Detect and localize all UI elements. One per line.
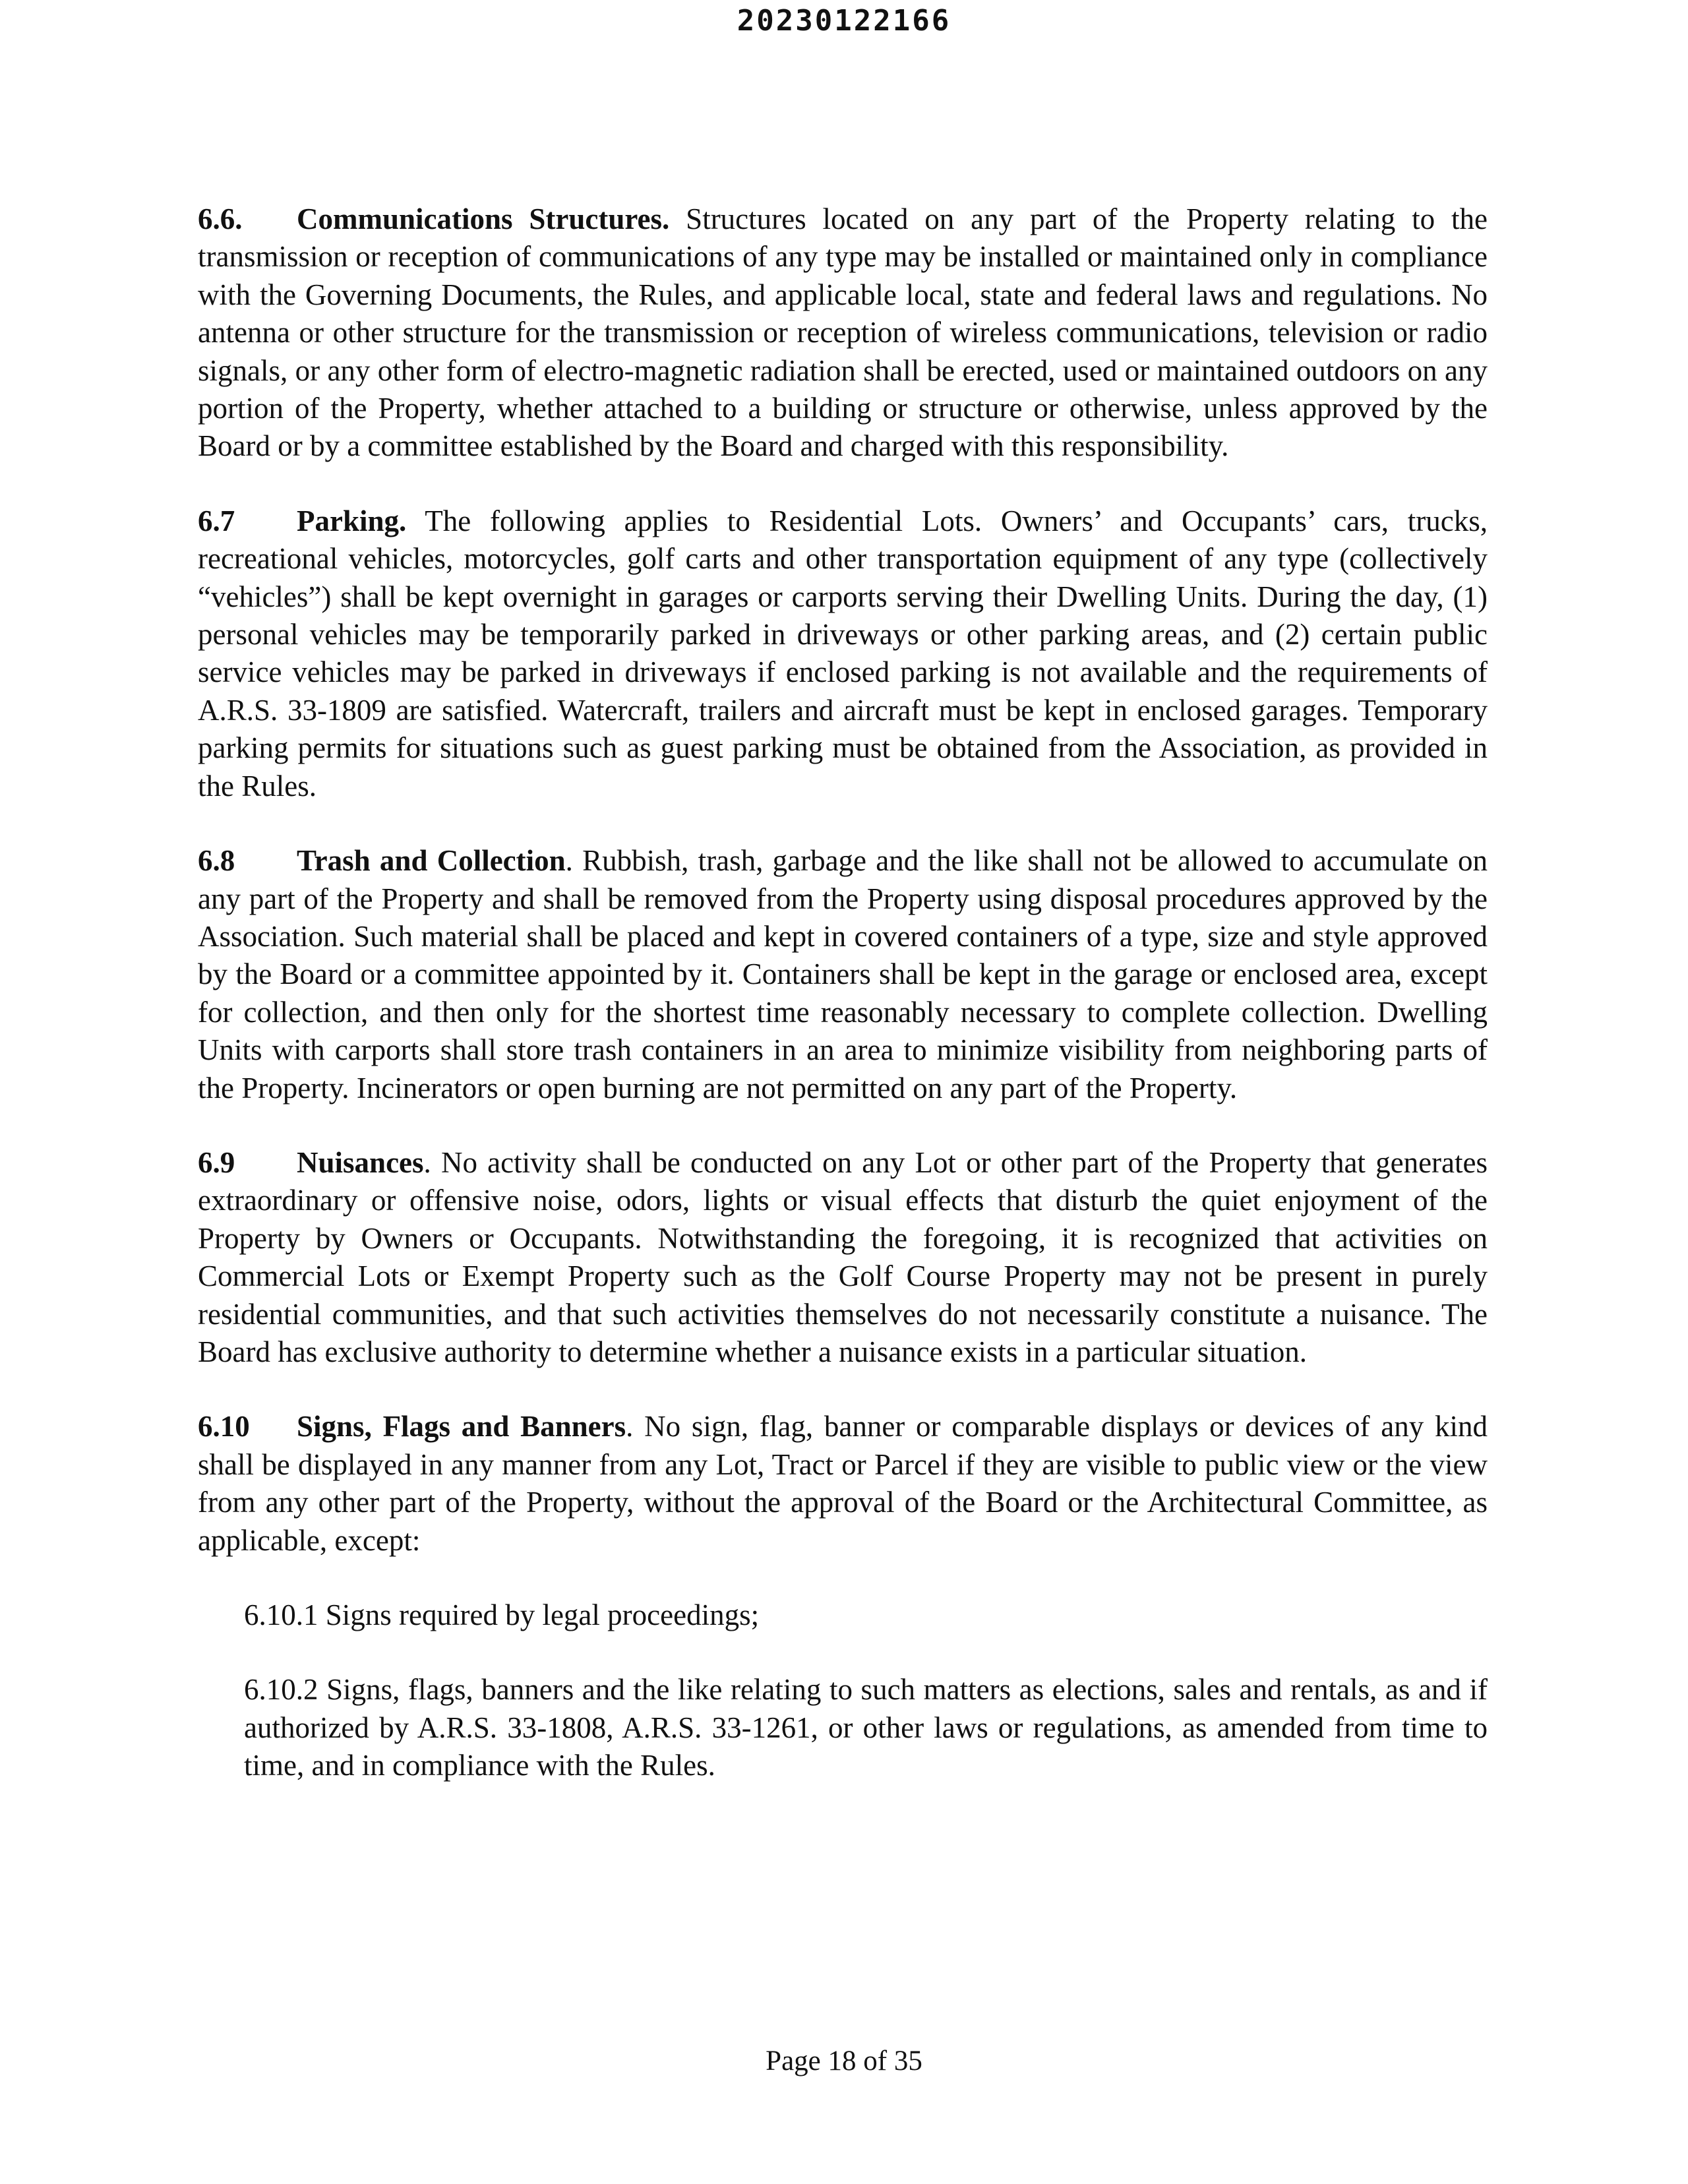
section-title: Nuisances: [297, 1145, 424, 1179]
section-number: 6.9: [198, 1145, 235, 1179]
section-number: 6.10: [198, 1410, 250, 1443]
section-text: Structures located on any part of the Property relating to the transmission or reception of communications of any type may be installed or maintained only in compliance with the Governing Documents, the Rules, and applicable local, state and federal laws and regulations. No antenna or other structure for the transmission or reception of wireless communications, television or radio signals, or any other form of electro-magnetic radiation shall be erected, used or maintained outdoors on any portion of the Property, whether attached to a building or structure or otherwise, unless approved by the Board or by a committee established by the Board and charged with this responsibility.: [198, 202, 1488, 463]
section-6-6: [198, 200, 1488, 466]
subsection-6-10-1: 6.10.1 Signs required by legal proceedings;: [244, 1598, 760, 1631]
section-number: 6.7: [198, 504, 235, 537]
document-body: [198, 200, 1488, 1822]
section-6-9: [198, 1144, 1488, 1371]
section-title: Parking.: [297, 504, 407, 537]
section-6-10: [198, 1408, 1488, 1560]
section-text: . Rubbish, trash, garbage and the like shall not be allowed to accumulate on any part of the Property and shall be removed from the Property using disposal procedures approved by the Association. Such material shall be placed and kept in covered containers of a type, size and style approved by the Board or a committee appointed by it. Containers shall be kept in the garage or enclosed area, except for collection, and then only for the shortest time reasonably necessary to complete collection. Dwelling Units with carports shall store trash containers in an area to minimize visibility from neighboring parts of the Property. Incinerators or open burning are not permitted on any part of the Property.: [198, 844, 1488, 1105]
recording-number: 20230122166: [737, 4, 951, 38]
section-number: 6.8: [198, 844, 235, 878]
section-title: Trash and Collection: [297, 844, 566, 878]
section-text: . No sign, flag, banner or comparable displays or devices of any kind shall be displayed in any manner from any Lot, Tract or Parcel if they are visible to public view or the view from any other part of the Property, without the approval of the Board or the Architectural Committee, as applicable, except:: [198, 1410, 1488, 1557]
section-title: Signs, Flags and Banners: [297, 1410, 626, 1443]
section-6-7: [198, 502, 1488, 805]
page-number: Page 18 of 35: [766, 2046, 922, 2077]
subsection-6-10-2: 6.10.2 Signs, flags, banners and the like relating to such matters as elections, sales and rentals, as and if authorized by A.R.S. 33-1808, A.R.S. 33-1261, or other laws or regulations, as amended from time to time, and in compliance with the Rules.: [244, 1673, 1488, 1782]
section-title: Communications Structures.: [297, 202, 670, 235]
section-6-8: [198, 842, 1488, 1107]
section-number: 6.6.: [198, 202, 243, 235]
section-text: . No activity shall be conducted on any Lot or other part of the Property that generates extraordinary or offensive noise, odors, lights or visual effects that disturb the quiet enjoyment of the Property by Owners or Occupants. Notwithstanding the foregoing, it is recognized that activities on Commercial Lots or Exempt Property such as the Golf Course Property may not be present in purely residential communities, and that such activities themselves do not necessarily constitute a nuisance. The Board has exclusive authority to determine whether a nuisance exists in a particular situation.: [198, 1145, 1488, 1368]
section-text: The following applies to Residential Lots. Owners’ and Occupants’ cars, trucks, recreational vehicles, motorcycles, golf carts and other transportation equipment of any type (collectively “vehicles”) shall be kept overnight in garages or carports serving their Dwelling Units. During the day, (1) personal vehicles may be temporarily parked in driveways or other parking areas, and (2) certain public service vehicles may be parked in driveways if enclosed parking is not available and the requirements of A.R.S. 33-1809 are satisfied. Watercraft, trailers and aircraft must be kept in enclosed garages. Temporary parking permits for situations such as guest parking must be obtained from the Association, as provided in the Rules.: [198, 504, 1488, 803]
